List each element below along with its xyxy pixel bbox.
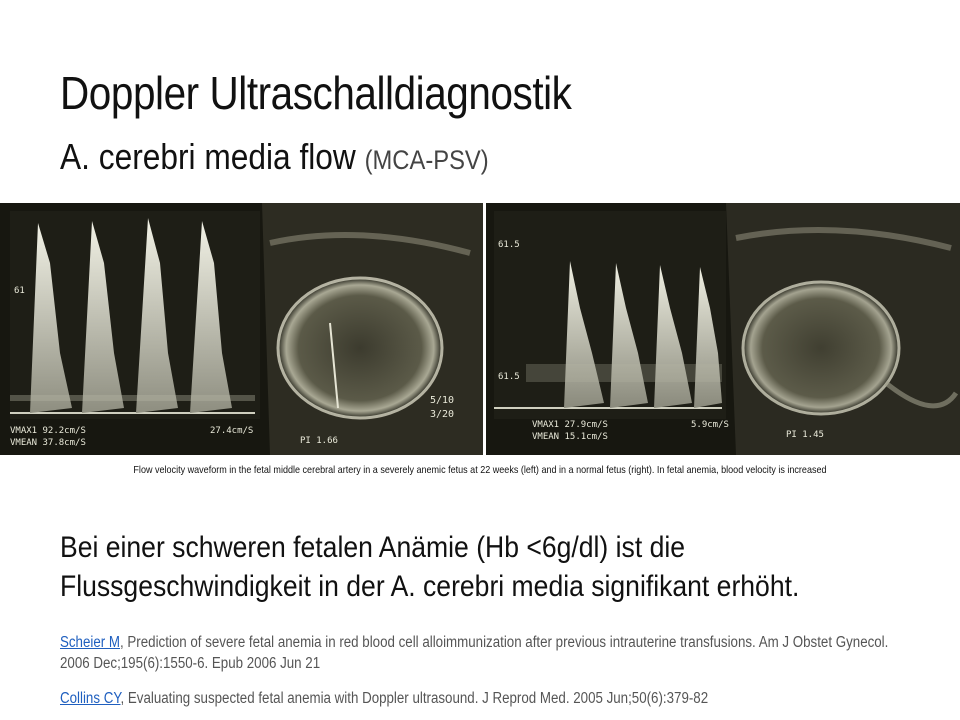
reference-2-text: , Evaluating suspected fetal anemia with Doppler ultrasound. J Reprod Med. 2005 Jun;50(6):379-82	[120, 690, 709, 707]
reference-1	[60, 632, 903, 674]
readout-vmax-right: VMAX1 27.9cm/S	[532, 420, 608, 430]
readout-pi-left: PI 1.66	[300, 436, 338, 446]
reference-1-author-link[interactable]: Scheier M	[60, 634, 121, 651]
readout-pi-right: PI 1.45	[786, 430, 824, 440]
readout-vmean-left: VMEAN 37.8cm/S	[10, 438, 86, 448]
readout-vmean-right: VMEAN 15.1cm/S	[532, 432, 608, 442]
readout-vmax-left: VMAX1 92.2cm/S	[10, 426, 86, 436]
reference-2	[60, 688, 903, 709]
doppler-waveform-right	[486, 203, 960, 455]
caption-text: Flow velocity waveform in the fetal middle cerebral artery in a severely anemic fetus at 22 weeks (left) and in a normal fetus (right). In fetal anemia, blood velocity is increased	[133, 464, 827, 476]
figure-caption	[0, 464, 960, 476]
doppler-image-anemic-fetus	[0, 203, 483, 455]
scale-label-top-right: 61.5	[498, 240, 520, 250]
doppler-waveform-left	[0, 203, 483, 455]
scale-label-bottom-right: 61.5	[498, 372, 520, 382]
slide-title: Doppler Ultraschalldiagnostik	[60, 67, 572, 119]
scale-label-top-left: 61	[14, 286, 25, 296]
subtitle-abbreviation: (MCA-PSV)	[364, 145, 489, 175]
readout-extra-left: 27.4cm/S	[210, 426, 254, 436]
body-text: Bei einer schweren fetalen Anämie (Hb <6g/dl) ist die Flussgeschwindigkeit in der A. cerebri media signifikant erhöht.	[60, 531, 800, 603]
side-label-1-left: 5/10	[430, 395, 455, 406]
side-label-2-left: 3/20	[430, 409, 455, 420]
subtitle-text: A. cerebri media flow	[60, 136, 356, 177]
reference-1-text: , Prediction of severe fetal anemia in red blood cell alloimmunization after previous intrauterine transfusions. Am J Obstet Gynecol. 2006 Dec;195(6):1550-6. Epub 2006 Jun 21	[60, 634, 889, 672]
reference-2-author-link[interactable]: Collins CY	[60, 690, 121, 707]
doppler-image-normal-fetus	[486, 203, 960, 455]
slide-subtitle	[60, 136, 489, 178]
readout-extra-right: 5.9cm/S	[691, 420, 729, 430]
